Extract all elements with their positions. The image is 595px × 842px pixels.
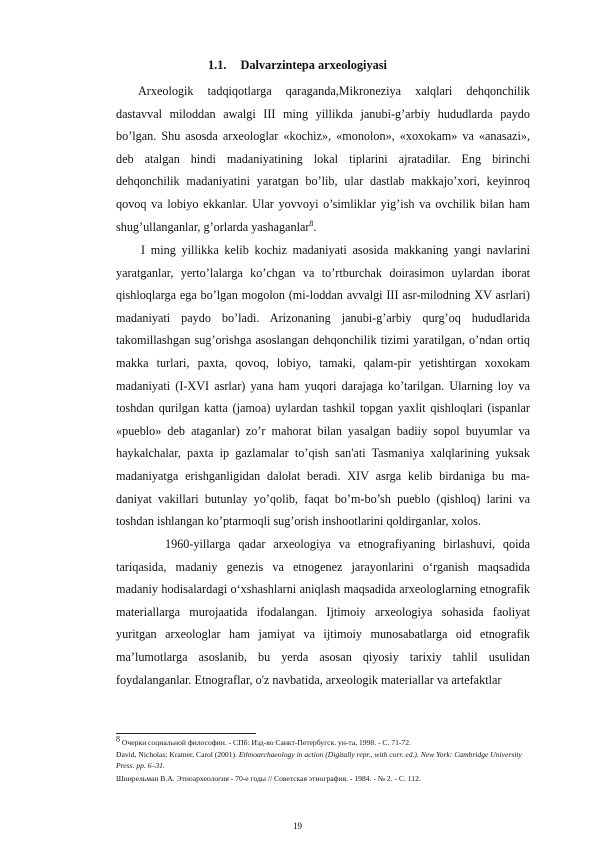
- paragraph-2-text: I ming yillikka kelib kochiz madaniyati asosida makkaning yangi navlarini yaratganlar, yerto’lalarga ko’chgan va to’rtburchak doirasimon uylardan iborat qishloqlarga ega bo’lgan mogolon (mi-loddan avvalgi III asr-milodning XV asrlari) madaniyati paydo bo’ladi. Arizonaning janubi-g’arbiy qurg’oq hududlarida takomillashgan sug’orishga asoslangan dehqonchilik tizimi yaratilgan, o’ndan ortiq makka turlari, paxta, qovoq, lobiyo, tamaki, qalam-pir yetishtirgan xoxokam madaniyati (I-XVI asrlar) yana ham yuqori darajaga ko’tarilgan. Ularning loy va toshdan qurilgan katta (jamoa) uylardan tashkil topgan yaxlit qishloqlari (ispanlar «pueblo» deb ataganlar) zo’r mahorat bilan yasalgan badiiy sopol buyumlar va haykalchalar, paxta ip gazlamalar to’qish san'ati Tasmaniya xalqlarining yuksak madaniyatga erishganligidan dalolat beradi. XIV asrga kelib birdaniga bu ma-daniyat vakillari butunlay yo’qolib, faqat bo’m-bo’sh pueblo (qishloq) larini va toshdan ishlangan ko’ptarmoqli sug’orish inshootlarini qoldirganlar, xolos.: [116, 243, 530, 529]
- footnote-2-text: David, Nicholas; Kramer, Carol (2001).: [116, 750, 239, 759]
- paragraph-1-end: .: [313, 219, 317, 234]
- paragraph-3: [116, 533, 530, 691]
- footnote-1-text: Очерки социальной философии. - СПб: Изд-во Санкт-Петербугск. ун-та, 1998. - С. 71-72.: [121, 738, 411, 747]
- footnote-divider: [116, 733, 256, 734]
- section-heading: [0, 58, 595, 73]
- footnote-1: [116, 734, 536, 748]
- footnote-2-italic: Ethnoarchaeology in action (Digitally repr., with corr. ed.). New York: Cambridge University Press. pp. 6–31.: [116, 750, 522, 771]
- section-title: Dalvarzintepa arxeologiyasi: [240, 58, 387, 72]
- section-number: 1.1.: [208, 58, 227, 72]
- footnote-3: [116, 773, 536, 784]
- footnote-mark: 8: [116, 734, 120, 744]
- paragraph-1: [116, 80, 530, 238]
- page-number: 19: [293, 821, 302, 831]
- footnote-ref-8[interactable]: 8: [309, 218, 314, 228]
- paragraph-1-text: Arxeologik tadqiqotlarga qaraganda,Mikroneziya xalqlari dehqonchilik dastavval miloddan awalgi III ming yillikda janubi-g’arbiy hududlarda paydo bo’lgan. Shu asosda arxeologlar «kochiz», «monolon», «xoxokam» va «anasazi», deb atalgan hindi madaniyatining lokal tiplarini ajratadilar. Eng birinchi dehqonchilik madaniyatini yaratgan bo’lib, ular dastlab makkajo’xori, keyinroq qovoq va lobiyo ekkanlar. Ular yovvoyi o’simliklar yig’ish va ovchilik bilan ham shug’ullanganlar, g’orlarda yashaganlar: [116, 84, 530, 234]
- paragraph-3-text: 1960-yillarga qadar arxeologiya va etnografiyaning birlashuvi, qoida tariqasida, madaniy genezis va etnogenez jarayonlarini o‘rganish maqsadida madaniy hodisalardagi o‘xshashlarni aniqlash maqsadida arxeologlarning etnografik materiallarga murojaatida ifodalangan. Ijtimoiy arxeologiya sohasida faoliyat yuritgan arxeologlar ham jamiyat va ijtimoiy munosabatlarga oid etnografik ma’lumotlarga asoslanib, bu yerda asosan qiyosiy tarixiy tahlil usulidan foydalanganlar. Etnograflar, o'z navbatida, arxeologik materiallar va artefaktlar: [116, 537, 530, 687]
- footnote-2: [116, 749, 536, 771]
- paragraph-2: [116, 239, 530, 533]
- footnote-3-text: Шнирельман В.А. Этноархеология - 70-е годы // Советская этнография. - 1984. - № 2. - С. 112.: [116, 774, 421, 783]
